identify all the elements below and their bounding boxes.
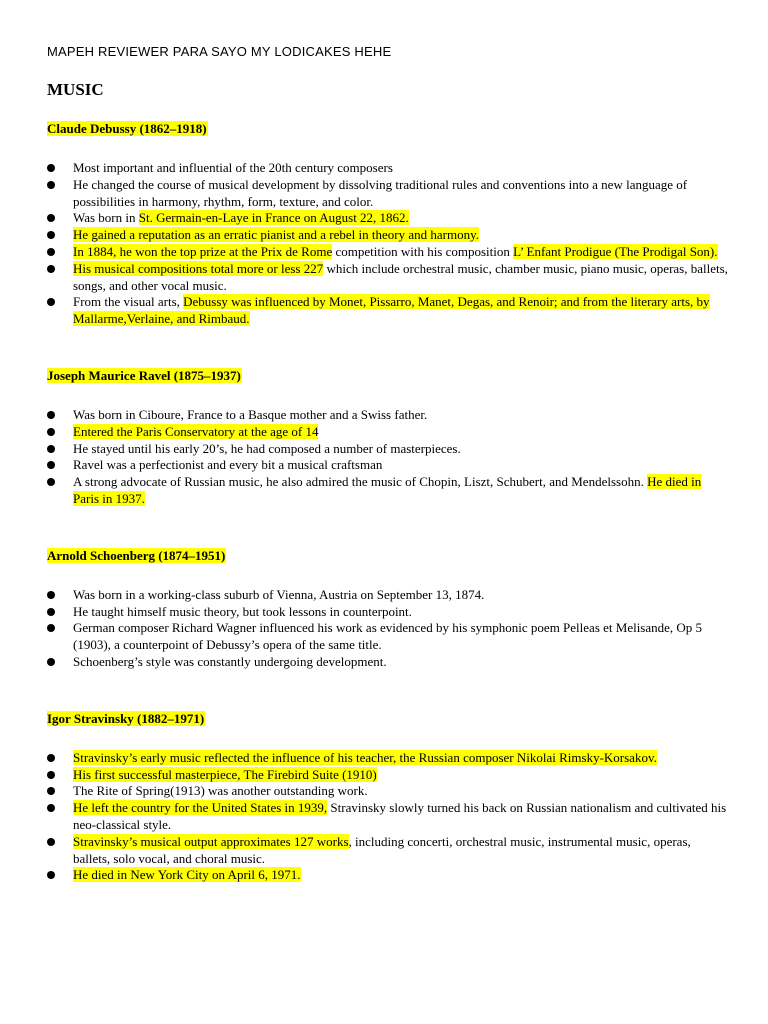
bullet-item (47, 227, 728, 244)
composer-section (47, 121, 728, 328)
bullet-text: Schoenberg’s style was constantly undergoing development. (73, 653, 387, 669)
bullet-text: He stayed until his early 20’s, he had composed a number of masterpieces. (73, 440, 461, 456)
bullet-item (47, 294, 728, 328)
highlighted-text: He died in New York City on April 6, 1971. (73, 867, 301, 883)
bullet-list (47, 587, 728, 671)
highlighted-text: L’ Enfant Prodigue (The Prodigal Son). (513, 243, 718, 259)
bullet-dot-icon (47, 804, 55, 812)
bullet-item (47, 160, 728, 177)
composer-heading (47, 121, 728, 137)
highlighted-text: He left the country for the United States in 1939, (73, 800, 328, 816)
bullet-dot-icon (47, 214, 55, 222)
bullet-dot-icon (47, 658, 55, 666)
bullet-text: Was born in (73, 210, 139, 226)
composer-heading (47, 368, 728, 384)
bullet-dot-icon (47, 461, 55, 469)
bullet-text: From the visual arts, (73, 294, 184, 310)
bullet-item (47, 407, 728, 424)
bullet-text: A strong advocate of Russian music, he also admired the music of Chopin, Liszt, Schubert, and Mendelssohn. (73, 474, 648, 490)
bullet-dot-icon (47, 624, 55, 632)
bullet-text: He changed the course of musical development by dissolving traditional rules and conventions into a new language of possibilities in harmony, rhythm, form, texture, and color. (73, 176, 688, 209)
highlighted-text: He gained a reputation as an erratic pianist and a rebel in theory and harmony. (73, 227, 479, 243)
bullet-item (47, 834, 728, 868)
composer-section (47, 711, 728, 884)
bullet-item (47, 800, 728, 834)
highlighted-text: Entered the Paris Conservatory at the age of 14 (73, 423, 319, 439)
bullet-text: Most important and influential of the 20th century composers (73, 160, 393, 175)
bullet-dot-icon (47, 445, 55, 453)
bullet-dot-icon (47, 591, 55, 599)
bullet-dot-icon (47, 608, 55, 616)
bullet-dot-icon (47, 164, 55, 172)
bullet-item (47, 424, 728, 441)
bullet-item (47, 210, 728, 227)
bullet-dot-icon (47, 181, 55, 189)
bullet-item (47, 767, 728, 784)
composer-section (47, 548, 728, 671)
bullet-item (47, 261, 728, 295)
bullet-dot-icon (47, 478, 55, 486)
bullet-item (47, 474, 728, 508)
highlighted-text: St. Germain-en-Laye in France on August 22, 1862. (138, 210, 409, 226)
bullet-item (47, 867, 728, 884)
bullet-item (47, 620, 728, 654)
bullet-item (47, 441, 728, 458)
bullet-text: Was born in Ciboure, France to a Basque mother and a Swiss father. (73, 406, 428, 422)
composer-heading (47, 548, 728, 564)
bullet-dot-icon (47, 411, 55, 419)
composer-heading-text: Joseph Maurice Ravel (1875–1937) (47, 367, 241, 383)
bullet-item (47, 244, 728, 261)
bullet-text: He taught himself music theory, but took lessons in counterpoint. (73, 603, 412, 619)
bullet-item (47, 587, 728, 604)
bullet-text: which include orchestral music, chamber music, piano music, operas, ballets, songs, and other vocal music. (73, 260, 728, 293)
highlighted-text: Stravinsky’s early music reflected the influence of his teacher, the Russian composer Nikolai Rimsky-Korsakov. (73, 749, 657, 765)
bullet-text: The Rite of Spring(1913) was another outstanding work. (73, 783, 368, 799)
bullet-text: competition with his composition (332, 243, 514, 259)
highlighted-text: He died in Paris in 1937. (73, 474, 702, 506)
page-title: MUSIC (47, 80, 104, 99)
bullet-dot-icon (47, 265, 55, 273)
sections-container (47, 121, 728, 884)
highlighted-text: In 1884, he won the top prize at the Prix de Rome (73, 243, 333, 259)
bullet-dot-icon (47, 838, 55, 846)
bullet-text: Stravinsky slowly turned his back on Russian nationalism and cultivated his neo-classical style. (73, 800, 727, 832)
highlighted-text: Debussy was influenced by Monet, Pissarro, Manet, Degas, and Renoir; and from the literary arts, by Mallarme,Verlaine, and Rimbaud. (73, 294, 710, 327)
highlighted-text: His first successful masterpiece, The Firebird Suite (1910) (73, 766, 377, 782)
composer-heading (47, 711, 728, 727)
bullet-item (47, 654, 728, 671)
composer-heading-text: Igor Stravinsky (1882–1971) (47, 710, 205, 726)
highlighted-text: His musical compositions total more or less 227 (73, 260, 324, 276)
bullet-dot-icon (47, 754, 55, 762)
bullet-list (47, 160, 728, 328)
bullet-list (47, 407, 728, 508)
bullet-item (47, 750, 728, 767)
bullet-text: Was born in a working-class suburb of Vienna, Austria on September 13, 1874. (73, 586, 485, 602)
bullet-dot-icon (47, 771, 55, 779)
document-header: MAPEH REVIEWER PARA SAYO MY LODICAKES HEHE (47, 44, 392, 59)
bullet-dot-icon (47, 231, 55, 239)
highlighted-text: Stravinsky’s musical output approximates 127 works (73, 833, 349, 849)
bullet-item (47, 177, 728, 211)
bullet-item (47, 604, 728, 621)
bullet-dot-icon (47, 298, 55, 306)
bullet-item (47, 457, 728, 474)
composer-heading-text: Arnold Schoenberg (1874–1951) (47, 547, 226, 563)
bullet-item (47, 783, 728, 800)
bullet-dot-icon (47, 428, 55, 436)
bullet-dot-icon (47, 787, 55, 795)
composer-section (47, 368, 728, 508)
bullet-text: Ravel was a perfectionist and every bit a musical craftsman (73, 457, 383, 473)
bullet-list (47, 750, 728, 884)
bullet-text: , including concerti, orchestral music, instrumental music, operas, ballets, solo vocal, and choral music. (73, 833, 691, 866)
composer-heading-text: Claude Debussy (1862–1918) (47, 121, 207, 136)
bullet-dot-icon (47, 871, 55, 879)
bullet-dot-icon (47, 248, 55, 256)
bullet-text: German composer Richard Wagner influenced his work as evidenced by his symphonic poem Pelleas et Melisande, Op 5 (1903), a counterpoint of Debussy’s opera of the same title. (73, 620, 703, 653)
